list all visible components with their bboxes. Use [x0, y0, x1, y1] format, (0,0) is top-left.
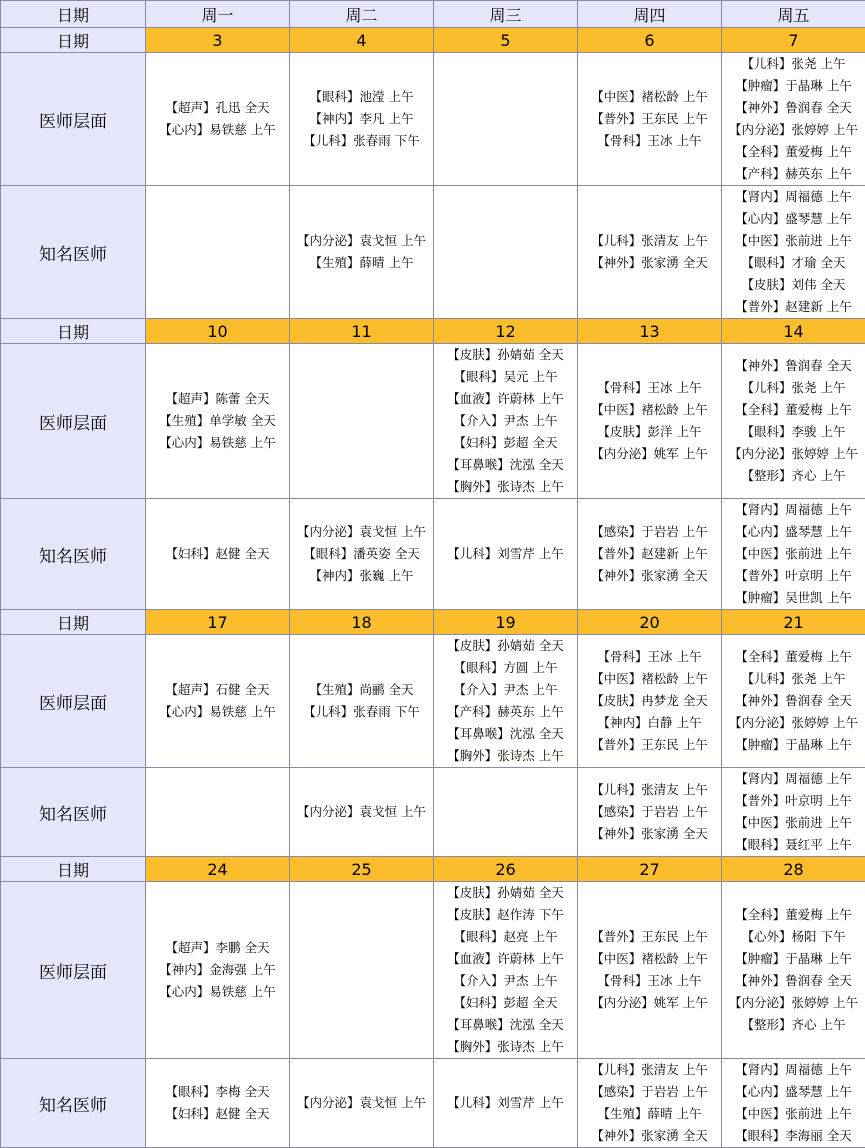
doctor-entry: 【介入】尹杰 上午: [434, 679, 577, 701]
doctor-entry: 【普外】王东民 上午: [578, 108, 721, 130]
doctor-entry: 【内分泌】袁戈恒 上午: [290, 230, 433, 252]
schedule-cell: [290, 499, 434, 610]
weekday-header: 周五: [722, 1, 865, 28]
schedule-cell: [722, 344, 865, 499]
doctor-entry: 【介入】尹杰 上午: [434, 410, 577, 432]
date-cell: 14: [722, 319, 865, 344]
doctor-entry: 【骨科】王冰 上午: [578, 970, 721, 992]
doctor-entry: 【感染】于岩岩 上午: [578, 521, 721, 543]
doctor-entry: 【皮肤】冉梦龙 全天: [578, 690, 721, 712]
schedule-cell: [434, 882, 578, 1059]
physician-level-row: [1, 882, 865, 1059]
doctor-entry: 【眼科】赵亮 上午: [434, 926, 577, 948]
doctor-entry: 【皮肤】孙婧茹 全天: [434, 882, 577, 904]
doctor-entry: 【妇科】赵健 全天: [146, 1103, 289, 1125]
schedule-cell: [434, 53, 578, 186]
schedule-cell: [578, 882, 722, 1059]
doctor-entry: 【中医】张前进 上午: [722, 812, 865, 834]
doctor-entry: 【神外】鲁润春 全天: [722, 970, 865, 992]
schedule-cell: [722, 768, 865, 857]
doctor-entry: 【妇科】彭超 全天: [434, 992, 577, 1014]
date-cell: 18: [290, 610, 434, 635]
schedule-cell: [290, 53, 434, 186]
schedule-cell: [290, 882, 434, 1059]
doctor-entry: 【内分泌】袁戈恒 上午: [290, 801, 433, 823]
doctor-entry: 【产科】赫英东 上午: [434, 701, 577, 723]
doctor-entry: 【生殖】薛晴 上午: [578, 1103, 721, 1125]
doctor-entry: 【胸外】张诗杰 上午: [434, 1036, 577, 1058]
doctor-entry: 【中医】褚松龄 上午: [578, 86, 721, 108]
date-cell: 3: [146, 28, 290, 53]
doctor-entry: 【皮肤】彭洋 上午: [578, 421, 721, 443]
doctor-entry: 【胸外】张诗杰 上午: [434, 745, 577, 767]
schedule-cell: [146, 882, 290, 1059]
schedule-cell: [146, 344, 290, 499]
schedule-cell: [578, 1059, 722, 1148]
doctor-entry: 【骨科】王冰 上午: [578, 377, 721, 399]
date-row-label: 日期: [1, 610, 146, 635]
doctor-entry: 【全科】董爱梅 上午: [722, 646, 865, 668]
doctor-entry: 【内分泌】张婷婷 上午: [722, 119, 865, 141]
doctor-entry: 【普外】王东民 上午: [578, 926, 721, 948]
doctor-entry: 【胸外】张诗杰 上午: [434, 476, 577, 498]
doctor-entry: 【感染】于岩岩 上午: [578, 1081, 721, 1103]
doctor-entry: 【心内】盛琴慧 上午: [722, 208, 865, 230]
doctor-entry: 【神外】鲁润春 全天: [722, 355, 865, 377]
date-cell: 4: [290, 28, 434, 53]
schedule-cell: [578, 635, 722, 768]
doctor-entry: 【神内】李凡 上午: [290, 108, 433, 130]
schedule-cell: [722, 882, 865, 1059]
renowned-physician-row: [1, 186, 865, 319]
doctor-entry: 【骨科】王冰 上午: [578, 130, 721, 152]
doctor-entry: 【内分泌】袁戈恒 上午: [290, 521, 433, 543]
schedule-cell: [722, 1059, 865, 1148]
doctor-entry: 【眼科】聂红平 上午: [722, 834, 865, 856]
physician-level-row: [1, 635, 865, 768]
doctor-entry: 【儿科】张清友 上午: [578, 230, 721, 252]
doctor-entry: 【中医】张前进 上午: [722, 543, 865, 565]
doctor-entry: 【肾内】周福德 上午: [722, 768, 865, 790]
doctor-entry: 【儿科】张尧 上午: [722, 53, 865, 75]
schedule-cell: [578, 768, 722, 857]
weekday-header: 周一: [146, 1, 290, 28]
doctor-entry: 【神内】张巍 上午: [290, 565, 433, 587]
renowned-physician-row: [1, 499, 865, 610]
doctor-entry: 【产科】赫英东 上午: [722, 163, 865, 185]
doctor-entry: 【神外】鲁润春 全天: [722, 690, 865, 712]
doctor-entry: 【骨科】王冰 上午: [578, 646, 721, 668]
schedule-cell: [722, 53, 865, 186]
doctor-entry: 【神外】张家湧 全天: [578, 252, 721, 274]
doctor-entry: 【儿科】张清友 上午: [578, 779, 721, 801]
doctor-entry: 【中医】褚松龄 上午: [578, 948, 721, 970]
header-corner: 日期: [1, 1, 146, 28]
doctor-entry: 【普外】叶京明 上午: [722, 565, 865, 587]
doctor-entry: 【内分泌】张婷婷 上午: [722, 992, 865, 1014]
schedule-body: [1, 1, 865, 1148]
doctor-entry: 【超声】石健 全天: [146, 679, 289, 701]
doctor-entry: 【内分泌】袁戈恒 上午: [290, 1092, 433, 1114]
date-row: [1, 28, 865, 53]
doctor-entry: 【神外】张家湧 全天: [578, 565, 721, 587]
schedule-cell: [434, 768, 578, 857]
schedule-cell: [290, 1059, 434, 1148]
doctor-entry: 【生殖】单学敏 全天: [146, 410, 289, 432]
schedule-cell: [434, 499, 578, 610]
date-row-label: 日期: [1, 857, 146, 882]
physician-level-row: [1, 53, 865, 186]
date-row-label: 日期: [1, 28, 146, 53]
schedule-cell: [578, 53, 722, 186]
doctor-entry: 【中医】张前进 上午: [722, 230, 865, 252]
schedule-cell: [290, 768, 434, 857]
doctor-entry: 【肾内】周福德 上午: [722, 499, 865, 521]
doctor-entry: 【心内】盛琴慧 上午: [722, 1081, 865, 1103]
doctor-entry: 【心内】易铁慈 上午: [146, 432, 289, 454]
date-row: [1, 610, 865, 635]
doctor-entry: 【普外】赵建新 上午: [722, 296, 865, 318]
weekday-header: 周三: [434, 1, 578, 28]
doctor-entry: 【整形】齐心 上午: [722, 465, 865, 487]
date-cell: 21: [722, 610, 865, 635]
schedule-cell: [434, 635, 578, 768]
doctor-entry: 【中医】褚松龄 上午: [578, 399, 721, 421]
date-cell: 10: [146, 319, 290, 344]
doctor-entry: 【普外】王东民 上午: [578, 734, 721, 756]
doctor-entry: 【耳鼻喉】沈泓 全天: [434, 1014, 577, 1036]
doctor-entry: 【普外】赵建新 上午: [578, 543, 721, 565]
schedule-cell: [578, 344, 722, 499]
doctor-entry: 【皮肤】刘伟 全天: [722, 274, 865, 296]
doctor-entry: 【肾内】周福德 上午: [722, 186, 865, 208]
doctor-entry: 【肿瘤】于晶琳 上午: [722, 75, 865, 97]
date-cell: 17: [146, 610, 290, 635]
date-cell: 5: [434, 28, 578, 53]
row-label: 知名医师: [1, 1059, 146, 1148]
doctor-entry: 【儿科】刘雪芹 上午: [434, 543, 577, 565]
doctor-entry: 【血液】许蔚林 上午: [434, 948, 577, 970]
schedule-cell: [578, 499, 722, 610]
row-label: 知名医师: [1, 499, 146, 610]
doctor-entry: 【肿瘤】吴世凯 上午: [722, 587, 865, 609]
doctor-entry: 【心内】盛琴慧 上午: [722, 521, 865, 543]
schedule-cell: [290, 635, 434, 768]
doctor-entry: 【神外】张家湧 全天: [578, 823, 721, 845]
doctor-entry: 【眼科】才瑜 全天: [722, 252, 865, 274]
schedule-cell: [146, 499, 290, 610]
row-label: 医师层面: [1, 344, 146, 499]
doctor-entry: 【眼科】方圆 上午: [434, 657, 577, 679]
doctor-entry: 【妇科】赵健 全天: [146, 543, 289, 565]
doctor-entry: 【血液】许蔚林 上午: [434, 388, 577, 410]
doctor-entry: 【皮肤】孙婧茹 全天: [434, 344, 577, 366]
doctor-entry: 【心内】易铁慈 上午: [146, 981, 289, 1003]
date-cell: 7: [722, 28, 865, 53]
schedule-cell: [146, 635, 290, 768]
doctor-entry: 【神内】白静 上午: [578, 712, 721, 734]
row-label: 医师层面: [1, 882, 146, 1059]
date-cell: 13: [578, 319, 722, 344]
schedule-cell: [290, 344, 434, 499]
schedule-cell: [434, 344, 578, 499]
doctor-entry: 【儿科】刘雪芹 上午: [434, 1092, 577, 1114]
renowned-physician-row: [1, 1059, 865, 1148]
doctor-entry: 【儿科】张尧 上午: [722, 377, 865, 399]
schedule-cell: [146, 186, 290, 319]
physician-level-row: [1, 344, 865, 499]
date-cell: 27: [578, 857, 722, 882]
doctor-entry: 【眼科】潘英姿 全天: [290, 543, 433, 565]
doctor-entry: 【肿瘤】于晶琳 上午: [722, 734, 865, 756]
doctor-entry: 【儿科】张尧 上午: [722, 668, 865, 690]
row-label: 医师层面: [1, 53, 146, 186]
doctor-entry: 【眼科】吴元 上午: [434, 366, 577, 388]
doctor-entry: 【心内】易铁慈 上午: [146, 701, 289, 723]
doctor-entry: 【神外】张家湧 全天: [578, 1125, 721, 1147]
doctor-entry: 【妇科】彭超 全天: [434, 432, 577, 454]
doctor-entry: 【儿科】张清友 上午: [578, 1059, 721, 1081]
doctor-entry: 【全科】董爱梅 上午: [722, 904, 865, 926]
date-cell: 20: [578, 610, 722, 635]
date-cell: 11: [290, 319, 434, 344]
weekday-header: 周四: [578, 1, 722, 28]
doctor-entry: 【全科】董爱梅 上午: [722, 141, 865, 163]
doctor-entry: 【心内】易铁慈 上午: [146, 119, 289, 141]
date-cell: 6: [578, 28, 722, 53]
doctor-entry: 【超声】李鹏 全天: [146, 937, 289, 959]
doctor-entry: 【肿瘤】于晶琳 上午: [722, 948, 865, 970]
schedule-cell: [722, 635, 865, 768]
doctor-entry: 【内分泌】张婷婷 上午: [722, 712, 865, 734]
doctor-entry: 【整形】齐心 上午: [722, 1014, 865, 1036]
row-label: 知名医师: [1, 768, 146, 857]
date-row: [1, 319, 865, 344]
date-cell: 28: [722, 857, 865, 882]
doctor-entry: 【中医】张前进 上午: [722, 1103, 865, 1125]
doctor-entry: 【内分泌】姚军 上午: [578, 443, 721, 465]
doctor-entry: 【心外】杨阳 下午: [722, 926, 865, 948]
doctor-entry: 【儿科】张春雨 下午: [290, 130, 433, 152]
doctor-entry: 【生殖】薛晴 上午: [290, 252, 433, 274]
date-cell: 19: [434, 610, 578, 635]
doctor-entry: 【普外】叶京明 上午: [722, 790, 865, 812]
date-cell: 26: [434, 857, 578, 882]
date-cell: 12: [434, 319, 578, 344]
schedule-cell: [434, 1059, 578, 1148]
renowned-physician-row: [1, 768, 865, 857]
weekday-header-row: [1, 1, 865, 28]
doctor-entry: 【皮肤】孙婧茹 全天: [434, 635, 577, 657]
doctor-entry: 【肾内】周福德 上午: [722, 1059, 865, 1081]
doctor-entry: 【神内】金海强 上午: [146, 959, 289, 981]
doctor-entry: 【儿科】张春雨 下午: [290, 701, 433, 723]
doctor-entry: 【内分泌】姚军 上午: [578, 992, 721, 1014]
doctor-entry: 【感染】于岩岩 上午: [578, 801, 721, 823]
schedule-cell: [146, 768, 290, 857]
date-cell: 25: [290, 857, 434, 882]
schedule-cell: [722, 186, 865, 319]
schedule-cell: [578, 186, 722, 319]
schedule-cell: [146, 53, 290, 186]
doctor-entry: 【眼科】李梅 全天: [146, 1081, 289, 1103]
doctor-entry: 【眼科】池滢 上午: [290, 86, 433, 108]
doctor-entry: 【神外】鲁润春 全天: [722, 97, 865, 119]
doctor-entry: 【超声】陈蕾 全天: [146, 388, 289, 410]
date-row: [1, 857, 865, 882]
date-cell: 24: [146, 857, 290, 882]
doctor-entry: 【超声】孔迅 全天: [146, 97, 289, 119]
doctor-entry: 【皮肤】赵作涛 下午: [434, 904, 577, 926]
schedule-cell: [722, 499, 865, 610]
schedule-cell: [290, 186, 434, 319]
doctor-entry: 【耳鼻喉】沈泓 全天: [434, 454, 577, 476]
doctor-entry: 【眼科】李骏 上午: [722, 421, 865, 443]
doctor-entry: 【全科】董爱梅 上午: [722, 399, 865, 421]
schedule-cell: [146, 1059, 290, 1148]
doctor-entry: 【介入】尹杰 上午: [434, 970, 577, 992]
date-row-label: 日期: [1, 319, 146, 344]
doctor-entry: 【中医】褚松龄 上午: [578, 668, 721, 690]
weekday-header: 周二: [290, 1, 434, 28]
schedule-cell: [434, 186, 578, 319]
doctor-entry: 【耳鼻喉】沈泓 全天: [434, 723, 577, 745]
doctor-entry: 【内分泌】张婷婷 上午: [722, 443, 865, 465]
row-label: 医师层面: [1, 635, 146, 768]
doctor-entry: 【眼科】李海丽 全天: [722, 1125, 865, 1147]
doctor-entry: 【生殖】尚鹂 全天: [290, 679, 433, 701]
row-label: 知名医师: [1, 186, 146, 319]
